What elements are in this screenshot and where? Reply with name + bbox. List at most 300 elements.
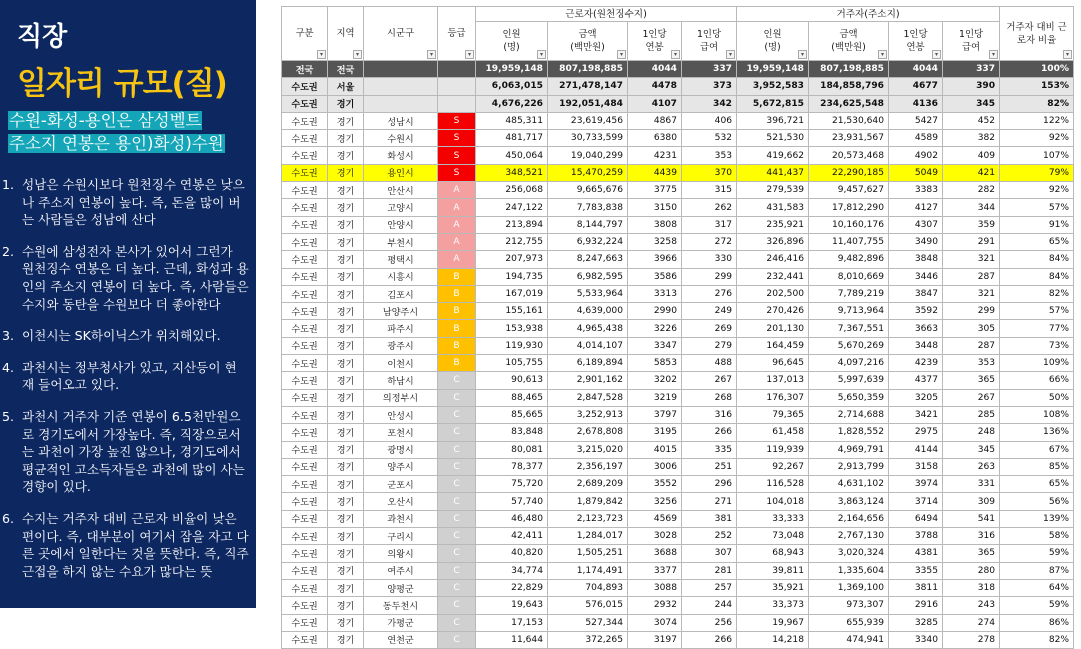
table-cell[interactable]: 201,130 (737, 320, 809, 337)
table-cell[interactable]: 경기 (328, 303, 364, 320)
table-cell[interactable]: 23,619,456 (548, 112, 628, 129)
table-cell[interactable]: 4,965,438 (548, 320, 628, 337)
table-cell[interactable]: 경기 (328, 268, 364, 285)
table-cell[interactable]: 5,997,639 (809, 372, 889, 389)
table-cell[interactable]: 3258 (628, 233, 682, 250)
table-cell[interactable]: 257 (682, 579, 737, 596)
table-cell[interactable]: 247,122 (476, 199, 548, 216)
table-cell[interactable]: 406 (682, 112, 737, 129)
table-cell[interactable]: 3195 (628, 424, 682, 441)
table-cell[interactable]: 6,189,894 (548, 355, 628, 372)
table-cell[interactable]: 381 (682, 510, 737, 527)
table-cell[interactable]: 경기 (328, 614, 364, 631)
table-row[interactable] (282, 95, 1074, 112)
table-cell[interactable]: 136% (1000, 424, 1074, 441)
table-cell[interactable]: 232,441 (737, 268, 809, 285)
table-cell[interactable]: 수도권 (282, 355, 328, 372)
table-cell[interactable]: 119,930 (476, 337, 548, 354)
table-cell[interactable]: 3150 (628, 199, 682, 216)
table-cell[interactable]: 3847 (889, 285, 943, 302)
table-cell[interactable]: 122% (1000, 112, 1074, 129)
table-cell[interactable]: 235,921 (737, 216, 809, 233)
table-cell[interactable]: 군포시 (364, 476, 438, 493)
table-cell[interactable]: 경기 (328, 147, 364, 164)
table-cell[interactable]: 4107 (628, 95, 682, 112)
table-cell[interactable]: 3,215,020 (548, 441, 628, 458)
table-cell[interactable]: 365 (943, 372, 1000, 389)
table-cell[interactable]: 경기 (328, 130, 364, 147)
table-cell[interactable]: 90,613 (476, 372, 548, 389)
table-cell[interactable]: 23,931,567 (809, 130, 889, 147)
table-cell[interactable]: 3797 (628, 406, 682, 423)
table-cell[interactable]: 3074 (628, 614, 682, 631)
table-row[interactable] (282, 182, 1074, 199)
table-cell[interactable]: 3219 (628, 389, 682, 406)
table-cell[interactable]: 2990 (628, 303, 682, 320)
table-row[interactable] (282, 164, 1074, 181)
table-cell[interactable]: 경기 (328, 355, 364, 372)
table-cell[interactable]: 59% (1000, 597, 1074, 614)
table-cell[interactable]: 92% (1000, 130, 1074, 147)
table-cell[interactable]: 경기 (328, 199, 364, 216)
table-cell[interactable]: 82% (1000, 95, 1074, 112)
table-cell[interactable]: 68,943 (737, 545, 809, 562)
table-row[interactable] (282, 147, 1074, 164)
table-row[interactable] (282, 199, 1074, 216)
table-cell[interactable]: 경기 (328, 424, 364, 441)
table-row[interactable] (282, 372, 1074, 389)
dropdown-arrow-icon[interactable]: ▾ (617, 50, 626, 59)
grade-badge[interactable]: S (438, 147, 476, 164)
table-cell[interactable]: 3586 (628, 268, 682, 285)
table-cell[interactable]: 수도권 (282, 579, 328, 596)
table-cell[interactable]: 경기 (328, 406, 364, 423)
header-col-9[interactable] (809, 22, 889, 61)
table-row[interactable] (282, 458, 1074, 475)
table-cell[interactable]: 372,265 (548, 631, 628, 648)
table-cell[interactable]: 35,921 (737, 579, 809, 596)
dropdown-arrow-icon[interactable]: ▾ (1063, 50, 1072, 59)
table-cell[interactable]: 382 (943, 130, 1000, 147)
table-cell[interactable]: 14,218 (737, 631, 809, 648)
table-cell[interactable]: 여주시 (364, 562, 438, 579)
table-cell[interactable]: 59% (1000, 545, 1074, 562)
table-cell[interactable]: 경기 (328, 441, 364, 458)
table-cell[interactable]: 4,639,000 (548, 303, 628, 320)
table-cell[interactable]: 4,014,107 (548, 337, 628, 354)
header-col-7[interactable] (682, 22, 737, 61)
table-cell[interactable]: 4231 (628, 147, 682, 164)
table-cell[interactable]: 396,721 (737, 112, 809, 129)
table-cell[interactable]: 4136 (889, 95, 943, 112)
table-cell[interactable]: 전국 (328, 61, 364, 78)
table-cell[interactable]: 4439 (628, 164, 682, 181)
table-cell[interactable]: 3202 (628, 372, 682, 389)
table-cell[interactable]: 11,644 (476, 631, 548, 648)
table-cell[interactable]: 9,713,964 (809, 303, 889, 320)
table-cell[interactable]: 419,662 (737, 147, 809, 164)
table-cell[interactable]: 2,678,808 (548, 424, 628, 441)
grade-badge[interactable]: C (438, 579, 476, 596)
grade-badge[interactable]: B (438, 355, 476, 372)
header-col-11[interactable] (943, 22, 1000, 61)
table-cell[interactable]: 269 (682, 320, 737, 337)
table-cell[interactable]: 3377 (628, 562, 682, 579)
table-cell[interactable]: 3383 (889, 182, 943, 199)
table-cell[interactable]: 213,894 (476, 216, 548, 233)
table-row[interactable] (282, 631, 1074, 648)
grade-badge[interactable]: B (438, 320, 476, 337)
table-cell[interactable]: 수도권 (282, 406, 328, 423)
table-cell[interactable]: 202,500 (737, 285, 809, 302)
table-row[interactable] (282, 268, 1074, 285)
table-cell[interactable]: 296 (682, 476, 737, 493)
table-cell[interactable]: 305 (943, 320, 1000, 337)
table-cell[interactable]: 수도권 (282, 389, 328, 406)
table-cell[interactable]: 과천시 (364, 510, 438, 527)
table-cell[interactable]: 19,959,148 (476, 61, 548, 78)
table-cell[interactable]: 수도권 (282, 597, 328, 614)
table-cell[interactable]: 272 (682, 233, 737, 250)
table-cell[interactable]: 4902 (889, 147, 943, 164)
table-cell[interactable]: 이천시 (364, 355, 438, 372)
table-cell[interactable]: 성남시 (364, 112, 438, 129)
table-cell[interactable]: 경기 (328, 493, 364, 510)
grade-badge[interactable]: C (438, 476, 476, 493)
table-cell[interactable]: 4377 (889, 372, 943, 389)
table-cell[interactable]: 326,896 (737, 233, 809, 250)
table-cell[interactable]: 409 (943, 147, 1000, 164)
table-cell[interactable]: 의왕시 (364, 545, 438, 562)
table-cell[interactable]: 267 (943, 389, 1000, 406)
table-cell[interactable]: 249 (682, 303, 737, 320)
table-cell[interactable]: 21,530,640 (809, 112, 889, 129)
table-cell[interactable]: 수도권 (282, 441, 328, 458)
grade-badge[interactable]: S (438, 130, 476, 147)
table-cell[interactable]: 42,411 (476, 528, 548, 545)
table-cell[interactable]: 441,437 (737, 164, 809, 181)
table-cell[interactable]: 335 (682, 441, 737, 458)
table-cell[interactable]: 17,812,290 (809, 199, 889, 216)
grade-badge[interactable]: A (438, 199, 476, 216)
table-cell[interactable]: 4,631,102 (809, 476, 889, 493)
table-cell[interactable]: 수도권 (282, 545, 328, 562)
grade-badge[interactable] (438, 61, 476, 78)
table-cell[interactable]: 82% (1000, 631, 1074, 648)
table-cell[interactable] (364, 61, 438, 78)
table-row[interactable] (282, 337, 1074, 354)
table-cell[interactable]: 40,820 (476, 545, 548, 562)
table-cell[interactable]: 345 (943, 95, 1000, 112)
table-cell[interactable]: 137,013 (737, 372, 809, 389)
table-row[interactable] (282, 424, 1074, 441)
table-cell[interactable]: 309 (943, 493, 1000, 510)
table-cell[interactable]: 수도권 (282, 528, 328, 545)
table-cell[interactable]: 84% (1000, 268, 1074, 285)
table-cell[interactable]: 2,714,688 (809, 406, 889, 423)
table-cell[interactable]: 39,811 (737, 562, 809, 579)
table-cell[interactable]: 287 (943, 268, 1000, 285)
table-row[interactable] (282, 614, 1074, 631)
table-cell[interactable]: 266 (682, 424, 737, 441)
table-cell[interactable]: 281 (682, 562, 737, 579)
table-cell[interactable]: 광주시 (364, 337, 438, 354)
grade-badge[interactable]: C (438, 528, 476, 545)
table-cell[interactable]: 3663 (889, 320, 943, 337)
table-cell[interactable]: 3197 (628, 631, 682, 648)
table-row[interactable] (282, 61, 1074, 78)
table-cell[interactable]: 20,573,468 (809, 147, 889, 164)
table-cell[interactable]: 57% (1000, 199, 1074, 216)
table-cell[interactable]: 22,290,185 (809, 164, 889, 181)
table-row[interactable] (282, 233, 1074, 250)
grade-badge[interactable]: B (438, 303, 476, 320)
header-region[interactable]: 지역 ▾ (328, 7, 364, 61)
table-cell[interactable]: 2,767,130 (809, 528, 889, 545)
table-cell[interactable]: 67% (1000, 441, 1074, 458)
table-cell[interactable]: 3226 (628, 320, 682, 337)
table-cell[interactable]: 부천시 (364, 233, 438, 250)
table-cell[interactable]: 8,247,663 (548, 251, 628, 268)
table-cell[interactable]: 수도권 (282, 164, 328, 181)
table-cell[interactable]: 80,081 (476, 441, 548, 458)
dropdown-arrow-icon[interactable]: ▾ (726, 50, 735, 59)
table-cell[interactable]: 3,252,913 (548, 406, 628, 423)
table-cell[interactable]: 경기 (328, 528, 364, 545)
table-cell[interactable]: 4867 (628, 112, 682, 129)
table-cell[interactable]: 김포시 (364, 285, 438, 302)
table-cell[interactable]: 321 (943, 285, 1000, 302)
table-cell[interactable]: 6380 (628, 130, 682, 147)
dropdown-arrow-icon[interactable]: ▾ (537, 50, 546, 59)
table-cell[interactable]: 194,735 (476, 268, 548, 285)
table-cell[interactable]: 61,458 (737, 424, 809, 441)
table-cell[interactable]: 3688 (628, 545, 682, 562)
grade-badge[interactable]: C (438, 631, 476, 648)
table-cell[interactable]: 337 (682, 61, 737, 78)
table-cell[interactable]: 373 (682, 78, 737, 95)
table-cell[interactable]: 3006 (628, 458, 682, 475)
table-cell[interactable]: 오산시 (364, 493, 438, 510)
table-cell[interactable]: 수도권 (282, 493, 328, 510)
table-cell[interactable]: 46,480 (476, 510, 548, 527)
header-col-5[interactable] (548, 22, 628, 61)
table-row[interactable] (282, 303, 1074, 320)
table-cell[interactable]: 수도권 (282, 233, 328, 250)
table-row[interactable] (282, 528, 1074, 545)
table-cell[interactable] (364, 78, 438, 95)
table-cell[interactable]: 282 (943, 182, 1000, 199)
table-cell[interactable]: 485,311 (476, 112, 548, 129)
table-cell[interactable]: 75,720 (476, 476, 548, 493)
table-cell[interactable]: 244 (682, 597, 737, 614)
table-row[interactable] (282, 441, 1074, 458)
table-cell[interactable]: 3966 (628, 251, 682, 268)
table-cell[interactable]: 109% (1000, 355, 1074, 372)
table-cell[interactable]: 4589 (889, 130, 943, 147)
table-cell[interactable]: 10,160,176 (809, 216, 889, 233)
table-row[interactable] (282, 545, 1074, 562)
table-cell[interactable]: 317 (682, 216, 737, 233)
table-cell[interactable]: 3256 (628, 493, 682, 510)
table-cell[interactable]: 3,952,583 (737, 78, 809, 95)
table-cell[interactable]: 양평군 (364, 579, 438, 596)
table-cell[interactable]: 331 (943, 476, 1000, 493)
table-cell[interactable]: 82% (1000, 285, 1074, 302)
table-cell[interactable]: 1,174,491 (548, 562, 628, 579)
table-cell[interactable]: 수도권 (282, 95, 328, 112)
table-cell[interactable]: 2,123,723 (548, 510, 628, 527)
grade-badge[interactable] (438, 95, 476, 112)
table-cell[interactable]: 4,097,216 (809, 355, 889, 372)
table-cell[interactable]: 348,521 (476, 164, 548, 181)
table-cell[interactable]: 450,064 (476, 147, 548, 164)
table-cell[interactable]: 2916 (889, 597, 943, 614)
table-cell[interactable]: 192,051,484 (548, 95, 628, 112)
table-cell[interactable]: 1,369,100 (809, 579, 889, 596)
table-cell[interactable]: 370 (682, 164, 737, 181)
table-cell[interactable]: 수도권 (282, 216, 328, 233)
table-cell[interactable]: 316 (682, 406, 737, 423)
table-cell[interactable]: 4569 (628, 510, 682, 527)
table-cell[interactable]: 57% (1000, 303, 1074, 320)
table-cell[interactable]: 경기 (328, 112, 364, 129)
table-cell[interactable]: 수도권 (282, 78, 328, 95)
table-cell[interactable]: 6494 (889, 510, 943, 527)
table-cell[interactable]: 2932 (628, 597, 682, 614)
grade-badge[interactable]: C (438, 441, 476, 458)
grade-badge[interactable]: C (438, 493, 476, 510)
grade-badge[interactable]: C (438, 406, 476, 423)
dropdown-arrow-icon[interactable]: ▾ (932, 50, 941, 59)
table-cell[interactable]: 5,533,964 (548, 285, 628, 302)
table-cell[interactable]: 2,901,162 (548, 372, 628, 389)
grade-badge[interactable]: A (438, 233, 476, 250)
table-cell[interactable]: 5,672,815 (737, 95, 809, 112)
grade-badge[interactable]: C (438, 389, 476, 406)
table-cell[interactable]: 807,198,885 (809, 61, 889, 78)
table-cell[interactable]: 3355 (889, 562, 943, 579)
table-cell[interactable]: 19,959,148 (737, 61, 809, 78)
header-category[interactable]: 구분 ▾ (282, 7, 328, 61)
table-cell[interactable]: 평택시 (364, 251, 438, 268)
table-cell[interactable]: 207,973 (476, 251, 548, 268)
table-cell[interactable]: 119,939 (737, 441, 809, 458)
table-cell[interactable]: 11,407,755 (809, 233, 889, 250)
table-cell[interactable]: 280 (943, 562, 1000, 579)
header-col-10[interactable] (889, 22, 943, 61)
table-cell[interactable]: 79% (1000, 164, 1074, 181)
table-cell[interactable]: 316 (943, 528, 1000, 545)
table-cell[interactable]: 251 (682, 458, 737, 475)
table-cell[interactable]: 6,932,224 (548, 233, 628, 250)
table-cell[interactable]: 수도권 (282, 424, 328, 441)
table-cell[interactable]: 421 (943, 164, 1000, 181)
table-cell[interactable]: 431,583 (737, 199, 809, 216)
table-cell[interactable]: 474,941 (809, 631, 889, 648)
table-cell[interactable]: 2,847,528 (548, 389, 628, 406)
table-cell[interactable]: 359 (943, 216, 1000, 233)
table-cell[interactable]: 299 (682, 268, 737, 285)
table-cell[interactable]: 경기 (328, 458, 364, 475)
table-cell[interactable]: 포천시 (364, 424, 438, 441)
table-cell[interactable]: 가평군 (364, 614, 438, 631)
table-cell[interactable]: 광명시 (364, 441, 438, 458)
table-cell[interactable]: 256,068 (476, 182, 548, 199)
table-cell[interactable]: 4144 (889, 441, 943, 458)
table-cell[interactable]: 의정부시 (364, 389, 438, 406)
table-cell[interactable]: 365 (943, 545, 1000, 562)
table-row[interactable] (282, 251, 1074, 268)
dropdown-arrow-icon[interactable]: ▾ (989, 50, 998, 59)
table-cell[interactable]: 3775 (628, 182, 682, 199)
table-cell[interactable]: 315 (682, 182, 737, 199)
table-cell[interactable]: 33,373 (737, 597, 809, 614)
table-cell[interactable]: 8,144,797 (548, 216, 628, 233)
header-city[interactable]: 시군구 ▾ (364, 7, 438, 61)
table-cell[interactable]: 248 (943, 424, 1000, 441)
table-cell[interactable]: 7,789,219 (809, 285, 889, 302)
table-row[interactable] (282, 285, 1074, 302)
table-cell[interactable]: 수도권 (282, 303, 328, 320)
table-cell[interactable]: 3811 (889, 579, 943, 596)
table-cell[interactable]: 279 (682, 337, 737, 354)
table-cell[interactable]: 수도권 (282, 458, 328, 475)
table-cell[interactable]: 7,783,838 (548, 199, 628, 216)
table-cell[interactable]: 3205 (889, 389, 943, 406)
table-cell[interactable]: 704,893 (548, 579, 628, 596)
table-cell[interactable]: 서울 (328, 78, 364, 95)
table-row[interactable] (282, 216, 1074, 233)
table-cell[interactable]: 3,020,324 (809, 545, 889, 562)
grade-badge[interactable]: C (438, 562, 476, 579)
table-cell[interactable]: 268 (682, 389, 737, 406)
table-cell[interactable]: 270,426 (737, 303, 809, 320)
header-ratio[interactable]: 거주자 대비 근로자 비율 ▾ (1000, 7, 1074, 61)
table-cell[interactable]: 3158 (889, 458, 943, 475)
grade-badge[interactable]: S (438, 164, 476, 181)
table-cell[interactable]: 연천군 (364, 631, 438, 648)
table-cell[interactable]: 3347 (628, 337, 682, 354)
table-cell[interactable]: 276 (682, 285, 737, 302)
table-cell[interactable]: 수도권 (282, 182, 328, 199)
table-cell[interactable]: 139% (1000, 510, 1074, 527)
table-cell[interactable]: 수도권 (282, 372, 328, 389)
table-cell[interactable]: 88,465 (476, 389, 548, 406)
table-cell[interactable]: 104,018 (737, 493, 809, 510)
table-cell[interactable]: 2975 (889, 424, 943, 441)
table-cell[interactable]: 79,365 (737, 406, 809, 423)
table-row[interactable] (282, 112, 1074, 129)
table-cell[interactable]: 291 (943, 233, 1000, 250)
table-cell[interactable]: 167,019 (476, 285, 548, 302)
grade-badge[interactable]: B (438, 268, 476, 285)
table-cell[interactable]: 263 (943, 458, 1000, 475)
table-cell[interactable]: 3448 (889, 337, 943, 354)
header-col-8[interactable] (737, 22, 809, 61)
table-cell[interactable]: 4,969,791 (809, 441, 889, 458)
table-cell[interactable]: 수도권 (282, 320, 328, 337)
table-cell[interactable]: 655,939 (809, 614, 889, 631)
table-cell[interactable]: 수도권 (282, 130, 328, 147)
table-cell[interactable]: 108% (1000, 406, 1074, 423)
table-cell[interactable]: 234,625,548 (809, 95, 889, 112)
table-cell[interactable]: 안산시 (364, 182, 438, 199)
table-cell[interactable]: 278 (943, 631, 1000, 648)
table-cell[interactable]: 4044 (889, 61, 943, 78)
table-cell[interactable]: 수도권 (282, 112, 328, 129)
table-cell[interactable]: 307 (682, 545, 737, 562)
